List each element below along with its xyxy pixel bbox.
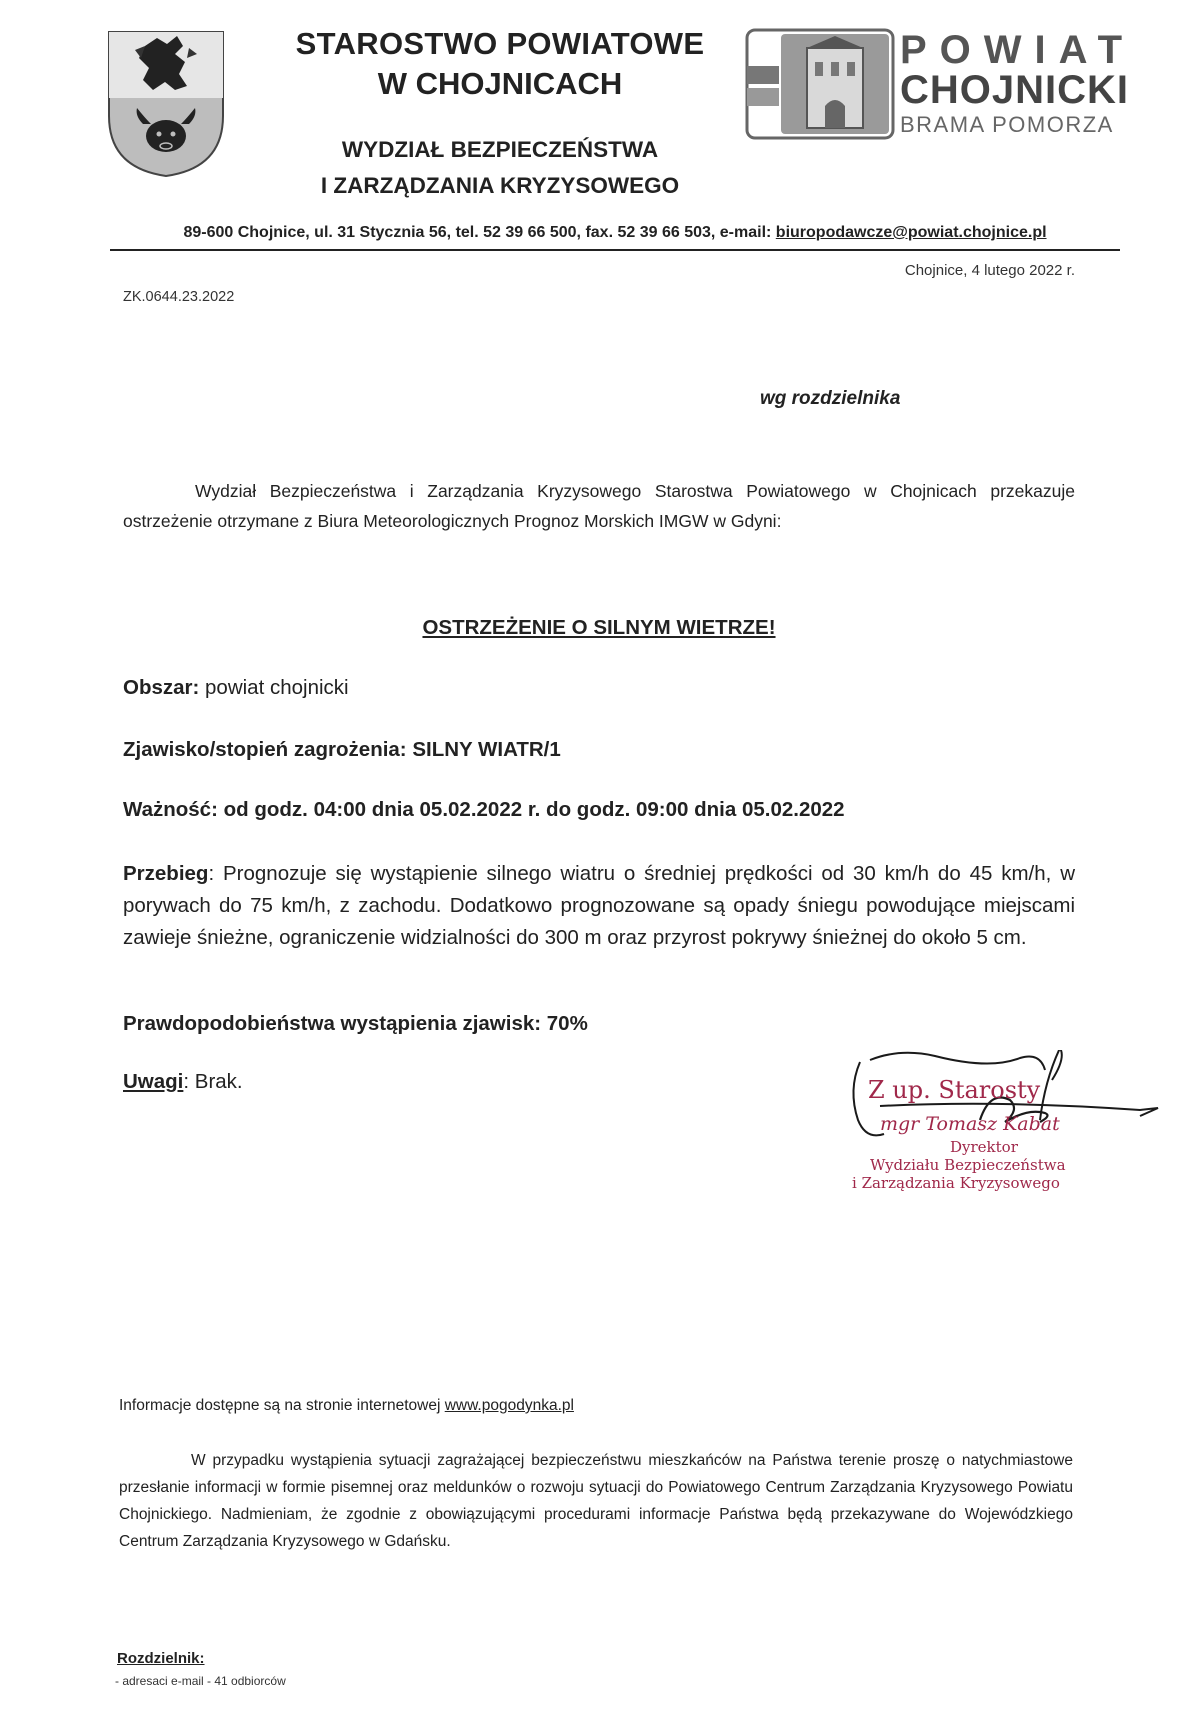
field-zjawisko [123, 738, 561, 762]
logo-word-powiat: POWIAT [900, 28, 1136, 72]
powiat-logo-graphic [745, 28, 895, 140]
intro-text: Wydział Bezpieczeństwa i Zarządzania Kryzysowego Starostwa Powiatowego w Chojnicach przekazuje ostrzeżenie otrzymane z Biura Meteorologicznych Prognoz Morskich IMGW w Gdyni: [123, 481, 1075, 531]
signature-stamp [840, 1050, 1170, 1230]
field-przebieg [123, 858, 1075, 954]
stamp-line-2: mgr Tomasz Kabat [880, 1113, 1060, 1135]
department-name-line1: WYDZIAŁ BEZPIECZEŃSTWA [341, 137, 659, 162]
waznosc-label: Ważność [123, 798, 212, 821]
field-waznosc [123, 798, 845, 822]
stamp-line-4: Wydziału Bezpieczeństwa [870, 1156, 1066, 1174]
coat-of-arms-emblem [105, 28, 227, 178]
instruction-paragraph [119, 1447, 1073, 1555]
field-uwagi [123, 1070, 243, 1094]
zjawisko-text: Zjawisko/stopień zagrożenia: SILNY WIATR/1 [123, 738, 561, 761]
department-name-line2: I ZARZĄDZANIA KRYZYSOWEGO [320, 173, 680, 198]
office-name-line2: W CHOJNICACH [377, 66, 623, 101]
email-link[interactable]: biuropodawcze@powiat.chojnice.pl [775, 224, 1047, 241]
pogodynka-link[interactable]: www.pogodynka.pl [444, 1397, 574, 1414]
department-name [270, 132, 730, 204]
header-divider [110, 249, 1120, 251]
obszar-value: powiat chojnicki [199, 676, 349, 699]
office-name-line1: STAROSTWO POWIATOWE [295, 26, 705, 61]
distribution-title: Rozdzielnik: [117, 1650, 205, 1667]
warning-title: OSTRZEŻENIE O SILNYM WIETRZE! [422, 616, 776, 639]
przebieg-value: : Prognozuje się wystąpienie silnego wiatru o średniej prędkości od 30 km/h do 45 km/h, w porywach do 75 km/h, z zachodu. Dodatkowo prognozowane są opady śniegu powodujące miejscami zawieje śnieżne, ograniczenie widzialności do 300 m oraz przyrost pokrywy śnieżnej do około 5 cm. [123, 862, 1075, 949]
prawdopodobienstwo-text: Prawdopodobieństwa wystąpienia zjawisk: 70% [123, 1012, 588, 1035]
stamp-line-1: Z up. Starosty [868, 1076, 1041, 1104]
stamp-line-5: i Zarządzania Kryzysowego [852, 1174, 1060, 1192]
address-text: 89-600 Chojnice, ul. 31 Stycznia 56, tel. 52 39 66 500, fax. 52 39 66 503, e-mail: [183, 224, 776, 241]
logo-tagline: BRAMA POMORZA [900, 112, 1114, 137]
uwagi-value: : Brak. [183, 1070, 243, 1093]
info-line [119, 1397, 574, 1415]
document-date: Chojnice, 4 lutego 2022 r. [904, 262, 1075, 279]
przebieg-label: Przebieg [123, 862, 209, 885]
intro-paragraph [123, 476, 1075, 536]
instruction-text: W przypadku wystąpienia sytuacji zagrażającej bezpieczeństwu mieszkańców na Państwa terenie proszę o natychmiastowe przesłanie informacji w formie pisemnej oraz meldunków o rozwoju sytuacji do Powiatowego Centrum Zarządzania Kryzysowego Powiatu Chojnickiego. Nadmieniam, że zgodnie z obowiązującymi procedurami informacje Państwa będą przekazywane do Wojewódzkiego Centrum Zarządzania Kryzysowego w Gdańsku. [119, 1452, 1073, 1550]
info-prefix: Informacje dostępne są na stronie internetowej [119, 1397, 445, 1414]
stamp-line-3: Dyrektor [950, 1138, 1018, 1156]
recipient-line: wg rozdzielnika [760, 388, 901, 409]
field-prawdopodobienstwo [123, 1012, 588, 1036]
powiat-logo-text [900, 28, 1136, 140]
obszar-label: Obszar: [123, 676, 200, 699]
reference-number: ZK.0644.23.2022 [123, 289, 235, 305]
field-obszar [123, 676, 349, 700]
uwagi-label: Uwagi [123, 1070, 184, 1093]
distribution-item: - adresaci e-mail - 41 odbiorców [115, 1674, 286, 1688]
waznosc-value: : od godz. 04:00 dnia 05.02.2022 r. do godz. 09:00 dnia 05.02.2022 [211, 798, 845, 821]
office-address [110, 224, 1120, 242]
logo-word-chojnicki: CHOJNICKI [900, 68, 1130, 112]
office-name [270, 24, 730, 104]
